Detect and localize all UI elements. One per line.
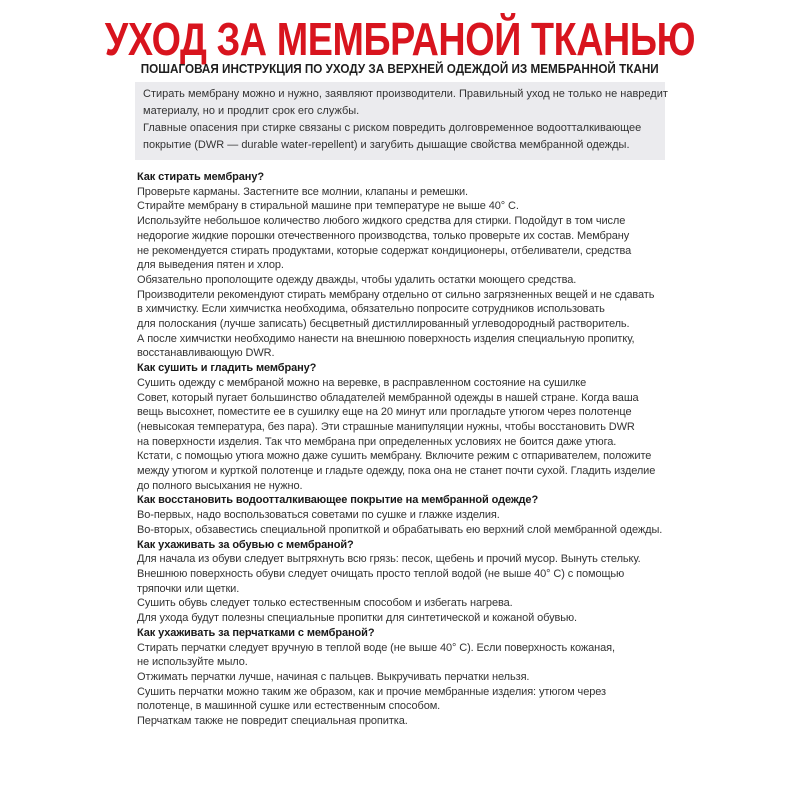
section — [137, 361, 677, 493]
section — [137, 493, 677, 537]
section-heading: Как сушить и гладить мембрану? — [137, 362, 317, 375]
section-heading: Как восстановить водоотталкивающее покрытие на мембранной одежде? — [137, 494, 539, 507]
section — [137, 626, 677, 729]
page-title: УХОД ЗА МЕМБРАНОЙ ТКАНЬЮ — [104, 13, 696, 65]
page-subtitle-wrap — [0, 60, 800, 78]
section-line: Сушить обувь следует только естественным способом и избегать нагрева. — [137, 597, 513, 610]
section-heading: Как стирать мембрану? — [137, 171, 264, 183]
section-line: тряпочки или щетки. — [137, 582, 240, 595]
section-line: Перчаткам также не повредит специальная пропитка. — [137, 715, 408, 728]
section — [137, 170, 677, 361]
section-line: восстанавливающую DWR. — [137, 347, 275, 360]
section-heading: Как ухаживать за обувью с мембраной? — [137, 538, 354, 551]
section-line: Во-первых, надо воспользоваться советами по сушке и глажке изделия. — [137, 509, 500, 522]
section-line: недорогие жидкие порошки отечественного производства, только проверьте их состав. Мембрану — [137, 229, 630, 242]
section-line: Для начала из обуви следует вытряхнуть всю грязь: песок, щебень и прочий мусор. Вынуть стельку. — [137, 553, 641, 566]
section-line: Внешнюю поверхность обуви следует очищать просто теплой водой (не выше 40° С) с помощью — [137, 567, 625, 580]
section-line: для выведения пятен и хлор. — [137, 259, 284, 272]
intro-line: Главные опасения при стирке связаны с риском повредить долговременное водоотталкивающее — [143, 122, 642, 134]
section-line: А после химчистки необходимо нанести на внешнюю поверхность изделия специальную пропитку, — [137, 332, 635, 345]
intro-line: материалу, но и продлит срок его службы. — [143, 105, 360, 117]
section-line: Сушить одежду с мембраной можно на веревке, в расправленном состояние на сушилке — [137, 376, 587, 389]
intro-box — [135, 82, 668, 160]
intro-line: покрытие (DWR — durable water-repellent) и загубить дышащие свойства мембранной одежды. — [143, 139, 630, 151]
section-line: Сушить перчатки можно таким же образом, как и прочие мембранные изделия: утюгом через — [137, 685, 606, 698]
section-line: Совет, который пугает большинство обладателей мембранной одежды в нашей стране. Когда ваша — [137, 391, 639, 404]
section-line: не рекомендуется стирать продуктами, которые содержат кондиционеры, отбеливатели, средства — [137, 244, 632, 257]
section-line: полотенце, в машинной сушке или естественным способом. — [137, 700, 441, 713]
intro-line: Стирать мембрану можно и нужно, заявляют производители. Правильный уход не только не навредит — [143, 88, 668, 100]
section-line: Используйте небольшое количество любого жидкого средства для стирки. Подойдут в том числе — [137, 215, 626, 228]
section-line: Стирайте мембрану в стиральной машине при температуре не выше 40° С. — [137, 200, 519, 213]
section-line: Стирать перчатки следует вручную в теплой воде (не выше 40° С). Если поверхность кожаная, — [137, 641, 615, 654]
section-line: Во-вторых, обзавестись специальной пропиткой и обрабатывать ею верхний слой мембранной одежды. — [137, 523, 663, 536]
section-line: на поверхности изделия. Так что мембрана при определенных условиях не боится даже утюга. — [137, 435, 617, 448]
section-line: Обязательно прополощите одежду дважды, чтобы удалить остатки моющего средства. — [137, 273, 577, 286]
section-line: Проверьте карманы. Застегните все молнии, клапаны и ремешки. — [137, 185, 468, 198]
section-line: для полоскания (лучше записать) бесцветный дистиллированный углеводородный растворитель. — [137, 318, 630, 331]
section-line: до полного высыхания не нужно. — [137, 479, 303, 492]
section-line: не используйте мыло. — [137, 656, 248, 669]
section-heading: Как ухаживать за перчатками с мембраной? — [137, 626, 375, 639]
page-title-wrap — [0, 14, 800, 64]
instructions-body — [137, 170, 677, 729]
section-line: Отжимать перчатки лучше, начиная с пальцев. Выкручивать перчатки нельзя. — [137, 670, 530, 683]
section-line: вещь высохнет, поместите ее в сушилку еще на 20 минут или прогладьте утюгом через полотенце — [137, 406, 632, 419]
section-line: (невысокая температура, без пара). Эти страшные манипуляции нужны, чтобы восстановить DWR — [137, 420, 635, 433]
section-line: Кстати, с помощью утюга можно даже сушить мембрану. Включите режим с отпаривателем, положите — [137, 450, 652, 463]
section — [137, 538, 677, 626]
section-line: между утюгом и курткой полотенце и гладьте одежду, пока она не станет почти сухой. Гладить изделие — [137, 465, 656, 478]
section-line: Для ухода будут полезны специальные пропитки для синтетической и кожаной обувью. — [137, 612, 578, 625]
page-subtitle: ПОШАГОВАЯ ИНСТРУКЦИЯ ПО УХОДУ ЗА ВЕРХНЕЙ ОДЕЖДОЙ ИЗ МЕМБРАННОЙ ТКАНИ — [141, 61, 659, 76]
section-line: в химчистку. Если химчистка необходима, обязательно попросите сотрудников использовать — [137, 303, 605, 316]
section-line: Производители рекомендуют стирать мембрану отдельно от сильно загрязненных вещей и не сдавать — [137, 288, 655, 301]
